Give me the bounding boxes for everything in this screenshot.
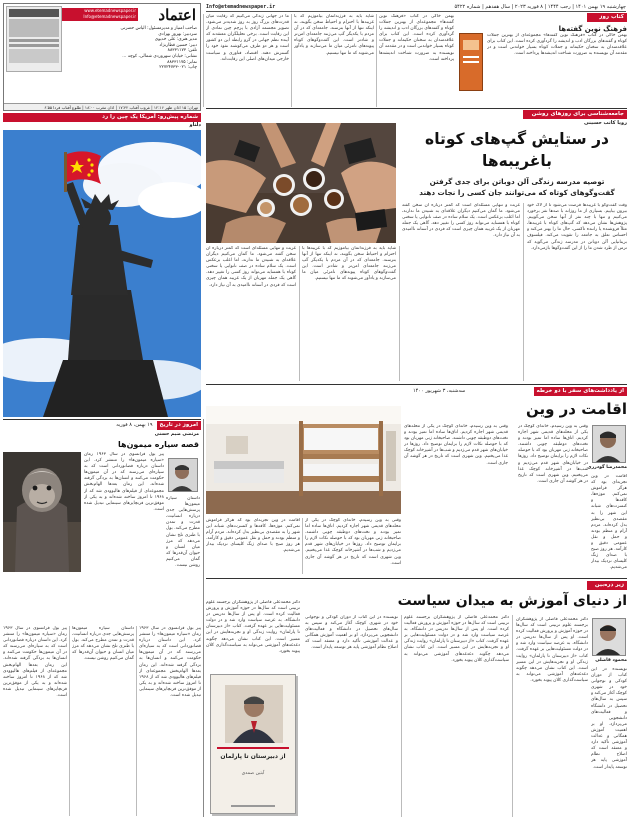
residence-body-3: وقتی به وین رسیدم، خانه‌ای کوچک در یکی از محله‌های قدیمی شهر اجاره کردیم. اتاق‌ها ساده اما تمیز بودند و تخت‌های دوطبقه چوبی داشتند. صاحبخانه زنی مهربان بود که با حوصله نکات لازم را برایمان توضیح داد. روزها در خیابان‌های شهر قدم می‌زدیم و شب‌ها در آشپزخانه کوچک غذا می‌پختیم. وین شهری است که تاریخ در هر گوشه آن جاری است. [404, 424, 508, 466]
divider [203, 14, 204, 107]
divider [3, 419, 201, 420]
education-body-1: دکتر محمدعلی فاضلی از پژوهشگران برجسته علوم تربیتی است که سال‌ها در حوزه آموزش و پرورش فعالیت کرده است. او پس از سال‌ها تدریس در دانشگاه، به عرصه سیاست وارد شد و در دولت مسئولیت‌هایی بر عهده گرفت. کتاب «از دبیرستان تا پارلمان» روایت زندگی او و تجربه‌هایش در این مسیر است. این کتاب نشان می‌دهد چگونه دغدغه‌های آموزشی می‌تواند به سیاست‌گذاری کلان پیوند بخورد. [516, 617, 588, 683]
feature-subheadline [407, 176, 627, 198]
mini-frontpage-thumb [6, 6, 62, 72]
book-extra-body: شاید باید به فرزندانمان بیاموزیم که با غریبه‌ها با احترام و احتیاط سخن بگویند، نه اینکه تنها از آنها بترسند. جامعه‌ای که در آن مردم با یکدیگر گپ می‌زنند جامعه‌ای امن‌تر و شادتر است. این گفت‌وگوهای کوتاه پیوندهای نامرئی میان ما می‌سازند و یادآور می‌شوند که ما تنها نیستیم. [294, 14, 374, 56]
education-body-5: دکتر محمدعلی فاضلی از پژوهشگران برجسته علوم تربیتی است که سال‌ها در حوزه آموزش و پرورش فعالیت کرده است. او پس از سال‌ها تدریس در دانشگاه، به عرصه سیاست وارد شد و در دولت مسئولیت‌هایی بر عهده گرفت. کتاب «از دبیرستان تا پارلمان» روایت زندگی او و تجربه‌هایش در این مسیر است. این کتاب نشان می‌دهد چگونه دغدغه‌های آموزشی می‌تواند به سیاست‌گذاری کلان پیوند بخورد. [206, 600, 300, 654]
liberty-illustration [3, 130, 201, 417]
education-body-2: نویسنده در این کتاب از دوران کودکی و نوجوانی خود در شهری کوچک آغاز می‌کند و سپس به سال‌های تحصیل در دانشگاه و فعالیت‌های دانشجویی می‌پردازد. او بر اهمیت آموزش همگانی و عدالت آموزشی تأکید دارد و معتقد است که اصلاح نظام آموزشی پایه هر توسعه پایدار است. [591, 667, 627, 770]
divider [401, 615, 402, 817]
bunkbed-photo [206, 406, 401, 514]
book-cover-redbar [217, 747, 289, 749]
book-cover-author: آبتین صمدی [241, 771, 265, 776]
feature-body-col4: غربت و تنهایی مسئله‌ای است که کمتر درباره آن سخن گفته می‌شود. ما گمان می‌کنیم دیگران علاقه‌ای به شنیدن ما ندارند، اما اغلب برعکس است. یک سلام ساده در صف نانوایی یا سخنی کوتاه با همسایه می‌تواند روز کسی را تغییر دهد. گاهی یک جمله مهربان از یک غریبه همان چیزی است که فردی در آستانه ناامیدی به آن نیاز دارد. [206, 246, 296, 288]
divider [376, 14, 377, 107]
feature-author: رویا کاتب حسینی [583, 120, 627, 126]
divider [302, 518, 303, 574]
top-email: Info@etemadnewspaper.ir [206, 4, 276, 10]
history-header [3, 421, 201, 430]
history-body-4: داستان سیاره میمون‌ها پرسش‌هایی جدی درباره انسانیت، قدرت و تمدن مطرح می‌کند. بول با طنزی تلخ نشان می‌دهد که مرز میان انسان و حیوان آن‌قدرها که گمان می‌کنیم روشن نیست. [72, 626, 134, 662]
divider [523, 203, 524, 381]
feature-headline-line2: باغریبه‌ها [482, 152, 552, 170]
feature-body-col2: غربت و تنهایی مسئله‌ای است که کمتر درباره آن سخن گفته می‌شود. ما گمان می‌کنیم دیگران علاقه‌ای به شنیدن ما ندارند، اما اغلب برعکس است. یک سلام ساده در صف نانوایی یا سخنی کوتاه با همسایه می‌تواند روز کسی را تغییر دهد. گاهی یک جمله مهربان از یک غریبه همان چیزی است که فردی در آستانه ناامیدی به آن نیاز دارد. [402, 203, 520, 239]
book-cover [459, 33, 483, 91]
site-url: www.etemadnewspaper.ir [84, 8, 136, 13]
residence-author: محمدرضا گودرزی [587, 465, 627, 470]
history-author-photo [168, 458, 198, 492]
feature-subheadline-line2: گفت‌وگوهای کوتاه که می‌توانند جان کسی را نجات دهند [419, 188, 615, 197]
history-body-1: پیر بول فرانسوی در سال ۱۹۶۳ رمان «سیاره میمون‌ها» را منتشر کرد. این داستان درباره فضانوردانی است که به سیاره‌ای می‌رسند که در آن میمون‌ها حکومت می‌کنند و انسان‌ها به بردگی گرفته شده‌اند. این رمان بعدها الهام‌بخش مجموعه‌ای از فیلم‌های هالیوودی شد که از ۱۹۶۸ تا امروز ساخته شده‌اند و به یکی از موفق‌ترین فرنچایزهای سینمایی تبدیل شده است. [84, 452, 164, 512]
divider [203, 419, 204, 817]
top-dateline-bar [206, 3, 626, 12]
residence-author-photo [592, 425, 626, 463]
education-author-photo [592, 618, 626, 656]
residence-header [413, 387, 627, 396]
logo-red-band [62, 8, 138, 21]
book-cover-title: از دبیرستان تا پارلمان [220, 753, 286, 760]
residence-date: سه‌شنبه، ۳ شهریور ۱۴۰۰ [413, 388, 466, 394]
book-column-body: بهمن خاکی در کتاب «فرهنگ نوین گفته‌ها» مجموعه‌ای از بهترین جملات کوتاه و گفته‌های بزرگان ادب و اندیشه را گردآوری کرده است. این کتاب برای علاقه‌مندان به سخنان حکیمانه و جملات کوتاه بسیار خواندنی است و در مقدمه آن نویسنده به ضرورت شناخت اندیشه‌ها پرداخته است. [487, 33, 627, 57]
history-date: ۱۹ بهمن، ۸ فوریه [116, 422, 153, 428]
book-column-body-2: بهمن خاکی در کتاب «فرهنگ نوین گفته‌ها» مجموعه‌ای از بهترین جملات کوتاه و گفته‌های بزرگان ادب و اندیشه را گردآوری کرده است. این کتاب برای علاقه‌مندان به سخنان حکیمانه و جملات کوتاه بسیار خواندنی است و در مقدمه آن نویسنده به ضرورت شناخت اندیشه‌ها پرداخته است. [379, 14, 454, 62]
feature-headline [407, 128, 627, 172]
book-column-tag: کتاب روز [587, 13, 627, 22]
education-author: محمود فاضلی [595, 658, 627, 663]
residence-body-4: اقامت در وین تجربه‌ای بود که هرگز فراموش نمی‌کنم. موزه‌ها، کافه‌ها و کنسرت‌های شبانه این شهر را به مقصدی بی‌نظیر بدل کرده‌اند. مردم آرام و منظم بودند و حمل و نقل عمومی دقیق و کارآمد. هر روز صبح با صدای زنگ کلیسای نزدیک بیدار می‌شدیم. [206, 518, 300, 554]
residence-body-5: وقتی به وین رسیدم، خانه‌ای کوچک در یکی از محله‌های قدیمی شهر اجاره کردیم. اتاق‌ها ساده اما تمیز بودند و تخت‌های دوطبقه چوبی داشتند. صاحبخانه زنی مهربان بود که با حوصله نکات لازم را برایمان توضیح داد. روزها در خیابان‌های شهر قدم می‌زدیم و شب‌ها در آشپزخانه کوچک غذا می‌پختیم. وین شهری است که تاریخ در هر گوشه آن جاری است. [305, 518, 401, 566]
liberty-body: ما در جهانی زندگی می‌کنیم که رقابت میان قدرت‌های بزرگ روز به روز شدیدتر می‌شود. تصویر مجسمه آزادی با پرچم چین نمادی از این رقابت است. برخی تحلیلگران معتقدند که آینده نظم جهانی در گرو رابطه این دو کشور است و هر دو طرف می‌کوشند نفوذ خود را گسترش دهند. اقتصاد، فناوری و سیاست خارجی میدان‌های اصلی این رقابت‌اند. [206, 14, 289, 62]
education-book-cover [210, 674, 296, 814]
divider [206, 578, 627, 579]
book-cover-portrait [225, 685, 283, 743]
residence-headline: اقامت در وین [526, 400, 627, 418]
history-body-3: پیر بول فرانسوی در سال ۱۹۶۳ رمان «سیاره میمون‌ها» را منتشر کرد. این داستان درباره فضانوردانی است که به سیاره‌ای می‌رسند که در آن میمون‌ها حکومت می‌کنند و انسان‌ها به بردگی گرفته شده‌اند. این رمان بعدها الهام‌بخش مجموعه‌ای از فیلم‌های هالیوودی شد که از ۱۹۶۸ تا امروز ساخته شده‌اند و به یکی از موفق‌ترین فرنچایزهای سینمایی تبدیل شده است. [3, 626, 67, 699]
education-body-4: نویسنده در این کتاب از دوران کودکی و نوجوانی خود در شهری کوچک آغاز می‌کند و سپس به سال‌های تحصیل در دانشگاه و فعالیت‌های دانشجویی می‌پردازد. او بر اهمیت آموزش همگانی و عدالت آموزشی تأکید دارد و معتقد است که اصلاح نظام آموزشی پایه هر توسعه پایدار است. [305, 615, 398, 651]
staff-list: صاحب امتیاز و مدیرمسئول: الیاس حضرتی سردبیر: بهروز بهزادی مدیر هنری: علی خدیوی دبیر: حسین قطارنژاد تلفن: ۸۸۳۳۱۱۷۳ نشانی: خیابان سهروردی شمالی، کوچه ... نمابر: ۸۸۳۳۱۱۷۵ چاپ: ۰۲۱-۲۲۷۲۴۷۳۳ [120, 26, 197, 71]
masthead-logo-area [62, 6, 198, 24]
feature-subheadline-line1: توصیه مدرسه زندگی آلن دوباتن برای جدی گرفتن [429, 177, 605, 186]
book-column-title: فرهنگ نوین گفته‌ها [558, 25, 627, 33]
prayer-times-strip: تهران: ۱۵ اذان ظهر ۱۲:۱۶ | غروب آفتاب ۱۷:۴۲ | اذان مغرب ۱۸:۰۰ | طلوع آفتاب فردا ۶:۵۵ [4, 103, 200, 110]
history-body-2: داستان سیاره میمون‌ها پرسش‌هایی جدی درباره انسانیت، قدرت و تمدن مطرح می‌کند. بول با طنزی تلخ نشان می‌دهد که مرز میان انسان و حیوان آن‌قدرها که گمان می‌کنیم روشن نیست. [166, 496, 200, 569]
feature-body-col3: شاید باید به فرزندانمان بیاموزیم که با غریبه‌ها با احترام و احتیاط سخن بگویند، نه اینکه تنها از آنها بترسند. جامعه‌ای که در آن مردم با یکدیگر گپ می‌زنند جامعه‌ای امن‌تر و شادتر است. این گفت‌وگوهای کوتاه پیوندهای نامرئی میان ما می‌سازند و یادآور می‌شوند که ما تنها نیستیم. [302, 246, 396, 282]
history-headline: قصه سیاره میمون‌ها [118, 440, 199, 449]
divider [512, 615, 513, 817]
feature-headline-line1: در ستایش گپ‌های کوتاه [425, 130, 609, 148]
history-body-5: پیر بول فرانسوی در سال ۱۹۶۳ رمان «سیاره میمون‌ها» را منتشر کرد. این داستان درباره فضانوردانی است که به سیاره‌ای می‌رسند که در آن میمون‌ها حکومت می‌کنند و انسان‌ها به بردگی گرفته شده‌اند. این رمان بعدها الهام‌بخش مجموعه‌ای از فیلم‌های هالیوودی شد که از ۱۹۶۸ تا امروز ساخته شده‌اند و به یکی از موفق‌ترین فرنچایزهای سینمایی تبدیل شده است. [139, 626, 201, 699]
apes-photo [3, 452, 81, 572]
newspaper-logo: اعتماد [158, 6, 196, 24]
masthead-email: Info@etemadnewspaper.ir [83, 14, 136, 19]
feature-body-col1: وقت گفت‌وگو با غریبه‌ها فرصت می‌شود تا از لاک خود بیرون بیاییم. بسیاری از ما روزانه با صدها نفر برخورد می‌کنیم و تنها با چند نفر از آنها سخن می‌گوییم. پژوهش‌ها نشان می‌دهد که گپ‌های کوتاه با غریبه‌ها، مثلاً فروشنده یا راننده تاکسی، حال ما را بهتر می‌کند و احساس تعلق به جامعه را تقویت می‌کند. فیلسوف بریتانیایی آلن دوباتن در مدرسه زندگی می‌گوید که ترس از طرد شدن ما را از این گفت‌وگوها بازمی‌دارد. [527, 203, 627, 251]
coffee-photo [206, 123, 396, 243]
education-headline: از دنیای آموزش به میدان سیاست [397, 593, 627, 609]
liberty-section-tag: شماره پیش‌رو: آمریکا یک چین را رد [3, 113, 201, 122]
education-tag: زیر ذره‌بین [587, 581, 627, 590]
divider [299, 246, 300, 381]
masthead-box [3, 3, 201, 111]
history-author: مرتضی ضیم حسنی [154, 432, 199, 437]
divider [399, 246, 400, 381]
divider [69, 626, 70, 816]
divider [206, 384, 627, 385]
feature-section-tag: جامعه‌شناسی برای روزهای روشن [523, 110, 627, 119]
divider [206, 108, 627, 109]
residence-body-1: وقتی به وین رسیدم، خانه‌ای کوچک در یکی از محله‌های قدیمی شهر اجاره کردیم. اتاق‌ها ساده اما تمیز بودند و تخت‌های دوطبقه چوبی داشتند. صاحبخانه زنی مهربان بود که با حوصله نکات لازم را برایمان توضیح داد. روزها در خیابان‌های شهر قدم می‌زدیم و شب‌ها در آشپزخانه کوچک غذا می‌پختیم. وین شهری است که تاریخ در هر گوشه آن جاری است. [518, 424, 588, 484]
residence-tag: از یادداشت‌های سفر با دو خرطه [534, 387, 628, 396]
divider [136, 626, 137, 816]
education-body-3: دکتر محمدعلی فاضلی از پژوهشگران برجسته علوم تربیتی است که سال‌ها در حوزه آموزش و پرورش فعالیت کرده است. او پس از سال‌ها تدریس در دانشگاه، به عرصه سیاست وارد شد و در دولت مسئولیت‌هایی بر عهده گرفت. کتاب «از دبیرستان تا پارلمان» روایت زندگی او و تجربه‌هایش در این مسیر است. این کتاب نشان می‌دهد چگونه دغدغه‌های آموزشی می‌تواند به سیاست‌گذاری کلان پیوند بخورد. [404, 615, 509, 663]
dateline: چهارشنبه ۱۹ بهمن ۱۴۰۱ | رجب ۱۴۴۴ | ۸ فوریه ۲۰۲۳ | سال هفدهم | شماره ۵۴۲۲ [454, 4, 626, 10]
book-column [457, 13, 627, 107]
residence-body-2: اقامت در وین تجربه‌ای بود که هرگز فراموش نمی‌کنم. موزه‌ها، کافه‌ها و کنسرت‌های شبانه این شهر را به مقصدی بی‌نظیر بدل کرده‌اند. مردم آرام و منظم بودند و حمل و نقل عمومی دقیق و کارآمد. هر روز صبح با صدای زنگ کلیسای نزدیک بیدار می‌شدیم. [591, 474, 627, 571]
book-cover-footer [231, 805, 275, 807]
divider [291, 14, 292, 107]
history-tag: امروز در تاریخ [157, 421, 201, 430]
liberty-author: دلتاو [189, 122, 201, 128]
